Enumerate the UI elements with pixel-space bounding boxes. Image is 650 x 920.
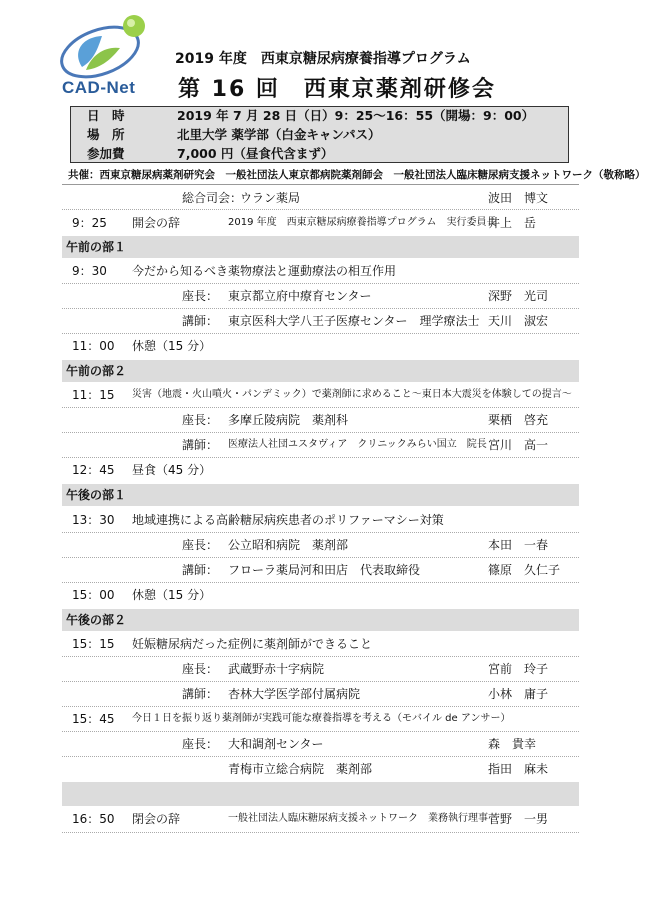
- lecturer-role: 講師：: [182, 314, 219, 328]
- lecturer-person: 篠原 久仁子: [488, 563, 561, 577]
- section-header: 午後の部２: [62, 609, 579, 631]
- divider: [62, 532, 579, 533]
- session-time: 15：15: [72, 637, 115, 651]
- divider: [62, 283, 579, 284]
- lunch-time: 12：45: [72, 463, 115, 477]
- lecturer-person: 宮川 高一: [488, 438, 549, 452]
- chair-affil: 東京都立府中療育センター: [228, 289, 372, 303]
- session-time: 13：30: [72, 513, 115, 527]
- fee-value: 7,000 円（昼食代含まず）: [177, 146, 334, 161]
- divider: [62, 582, 579, 583]
- session-title: 妊娠糖尿病だった症例に薬剤師ができること: [132, 637, 373, 651]
- break-row: [0, 584, 650, 606]
- event-info-box: [70, 106, 569, 163]
- break-label: 休憩（15 分）: [132, 339, 212, 353]
- chair-role: 座長：: [182, 289, 219, 303]
- date-value: 2019 年 7 月 28 日（日）9：25～16：55（開場：9：00）: [177, 108, 535, 123]
- chair-affil: 多摩丘陵病院 薬剤科: [228, 413, 349, 427]
- divider: [62, 432, 579, 433]
- lecturer-person: 天川 淑宏: [488, 314, 549, 328]
- session-row: [0, 509, 650, 531]
- moderator-affil: ウラン薬局: [240, 191, 301, 205]
- spacer-bar: [62, 782, 579, 806]
- closing-person: 菅野 一男: [488, 812, 549, 826]
- co-chair-affil: 青梅市立総合病院 薬剤部: [228, 762, 373, 776]
- session-title: 今日１日を振り返り薬剤師が実践可能な療養指導を考える（モバイル de アンサー）: [132, 713, 511, 724]
- chair-person: 本田 一春: [488, 538, 549, 552]
- chair-row: [0, 285, 650, 307]
- lecturer-affil: 東京医科大学八王子医療センター 理学療法士: [228, 314, 480, 328]
- lecturer-row: [0, 434, 650, 456]
- moderator-person: 波田 博文: [488, 191, 549, 205]
- chair-row: [0, 534, 650, 556]
- chair-role: 座長：: [182, 538, 219, 552]
- divider: [62, 457, 579, 458]
- lecturer-person: 小林 庸子: [488, 687, 549, 701]
- place-label: 場 所: [87, 127, 125, 142]
- divider: [62, 209, 579, 210]
- section-header: 午前の部２: [62, 360, 579, 382]
- moderator-role: 総合司会：: [182, 191, 243, 205]
- chair-role: 座長：: [182, 662, 219, 676]
- session-row: [0, 384, 650, 406]
- chair-person: 栗栖 啓充: [488, 413, 549, 427]
- break-row: [0, 335, 650, 357]
- chair-role: 座長：: [182, 737, 219, 751]
- place-value: 北里大学 薬学部（白金キャンパス）: [177, 127, 381, 142]
- divider: [62, 756, 579, 757]
- chair-person: 森 貴幸: [488, 737, 537, 751]
- lecturer-role: 講師：: [182, 438, 219, 452]
- session-row: [0, 633, 650, 655]
- lecturer-row: [0, 683, 650, 705]
- closing-row: [0, 808, 650, 830]
- fee-label: 参加費: [87, 146, 125, 161]
- page-title: 第 16 回 西東京薬剤研修会: [178, 77, 496, 102]
- divider: [62, 407, 579, 408]
- lecturer-row: [0, 559, 650, 581]
- program-subtitle: 2019 年度 西東京糖尿病療養指導プログラム: [175, 51, 471, 67]
- closing-affil: 一般社団法人臨床糖尿病支援ネットワーク 業務執行理事: [228, 813, 488, 824]
- chair-row: [0, 658, 650, 680]
- lecturer-row: [0, 310, 650, 332]
- closing-label: 閉会の辞: [132, 812, 181, 826]
- opening-person: 井上 岳: [488, 216, 537, 230]
- section-header: 午後の部１: [62, 484, 579, 506]
- session-row: [0, 708, 650, 730]
- divider: [62, 706, 579, 707]
- date-label: 日 時: [87, 108, 125, 123]
- lecturer-role: 講師：: [182, 563, 219, 577]
- lecturer-affil: 医療法人社団ユスタヴィア クリニックみらい国立 院長: [228, 439, 487, 450]
- session-title: 地域連携による高齢糖尿病疾患者のポリファーマシー対策: [132, 513, 444, 527]
- closing-time: 16：50: [72, 812, 115, 826]
- opening-affil: 2019 年度 西東京糖尿病療養指導プログラム 実行委員長: [228, 217, 497, 228]
- divider: [62, 333, 579, 334]
- chair-affil: 大和調剤センター: [228, 737, 324, 751]
- break-label: 休憩（15 分）: [132, 588, 212, 602]
- chair-role: 座長：: [182, 413, 219, 427]
- chair-row: [0, 409, 650, 431]
- opening-time: 9：25: [72, 216, 107, 230]
- chair-person: 宮前 玲子: [488, 662, 549, 676]
- session-row: [0, 260, 650, 282]
- lecturer-affil: 杏林大学医学部付属病院: [228, 687, 361, 701]
- co-chair-person: 指田 麻未: [488, 762, 549, 776]
- session-time: 15：45: [72, 712, 115, 726]
- session-time: 9：30: [72, 264, 107, 278]
- section-header: 午前の部１: [62, 236, 579, 258]
- chair-affil: 武蔵野赤十字病院: [228, 662, 325, 676]
- session-title: 今だから知るべき薬物療法と運動療法の相互作用: [132, 264, 397, 278]
- divider: [62, 308, 579, 309]
- chair-row: [0, 733, 650, 755]
- lecturer-affil: フローラ薬局河和田店 代表取締役: [228, 563, 421, 577]
- chair-affil: 公立昭和病院 薬剤部: [228, 538, 349, 552]
- chair-person: 深野 光司: [488, 289, 549, 303]
- session-title: 災害（地震・火山噴火・パンデミック）で薬剤師に求めること～東日本大震災を体験しての提言～: [132, 389, 572, 400]
- divider: [62, 557, 579, 558]
- lunch-row: [0, 459, 650, 481]
- session-time: 11：15: [72, 388, 115, 402]
- divider: [62, 681, 579, 682]
- moderator-row: [0, 187, 650, 209]
- opening-label: 開会の辞: [132, 216, 181, 230]
- break-time: 15：00: [72, 588, 115, 602]
- divider: [62, 832, 579, 833]
- lecturer-role: 講師：: [182, 687, 219, 701]
- divider: [62, 656, 579, 657]
- divider: [62, 184, 579, 185]
- logo-text: CAD-Net: [62, 78, 136, 97]
- break-time: 11：00: [72, 339, 115, 353]
- cosponsor-line: 共催：西東京糖尿病薬剤研究会 一般社団法人東京都病院薬剤師会 一般社団法人臨床糖尿病支援ネットワーク（敬称略）: [68, 169, 646, 181]
- opening-row: [0, 212, 650, 234]
- co-chair-row: [0, 758, 650, 780]
- lunch-label: 昼食（45 分）: [132, 463, 212, 477]
- divider: [62, 731, 579, 732]
